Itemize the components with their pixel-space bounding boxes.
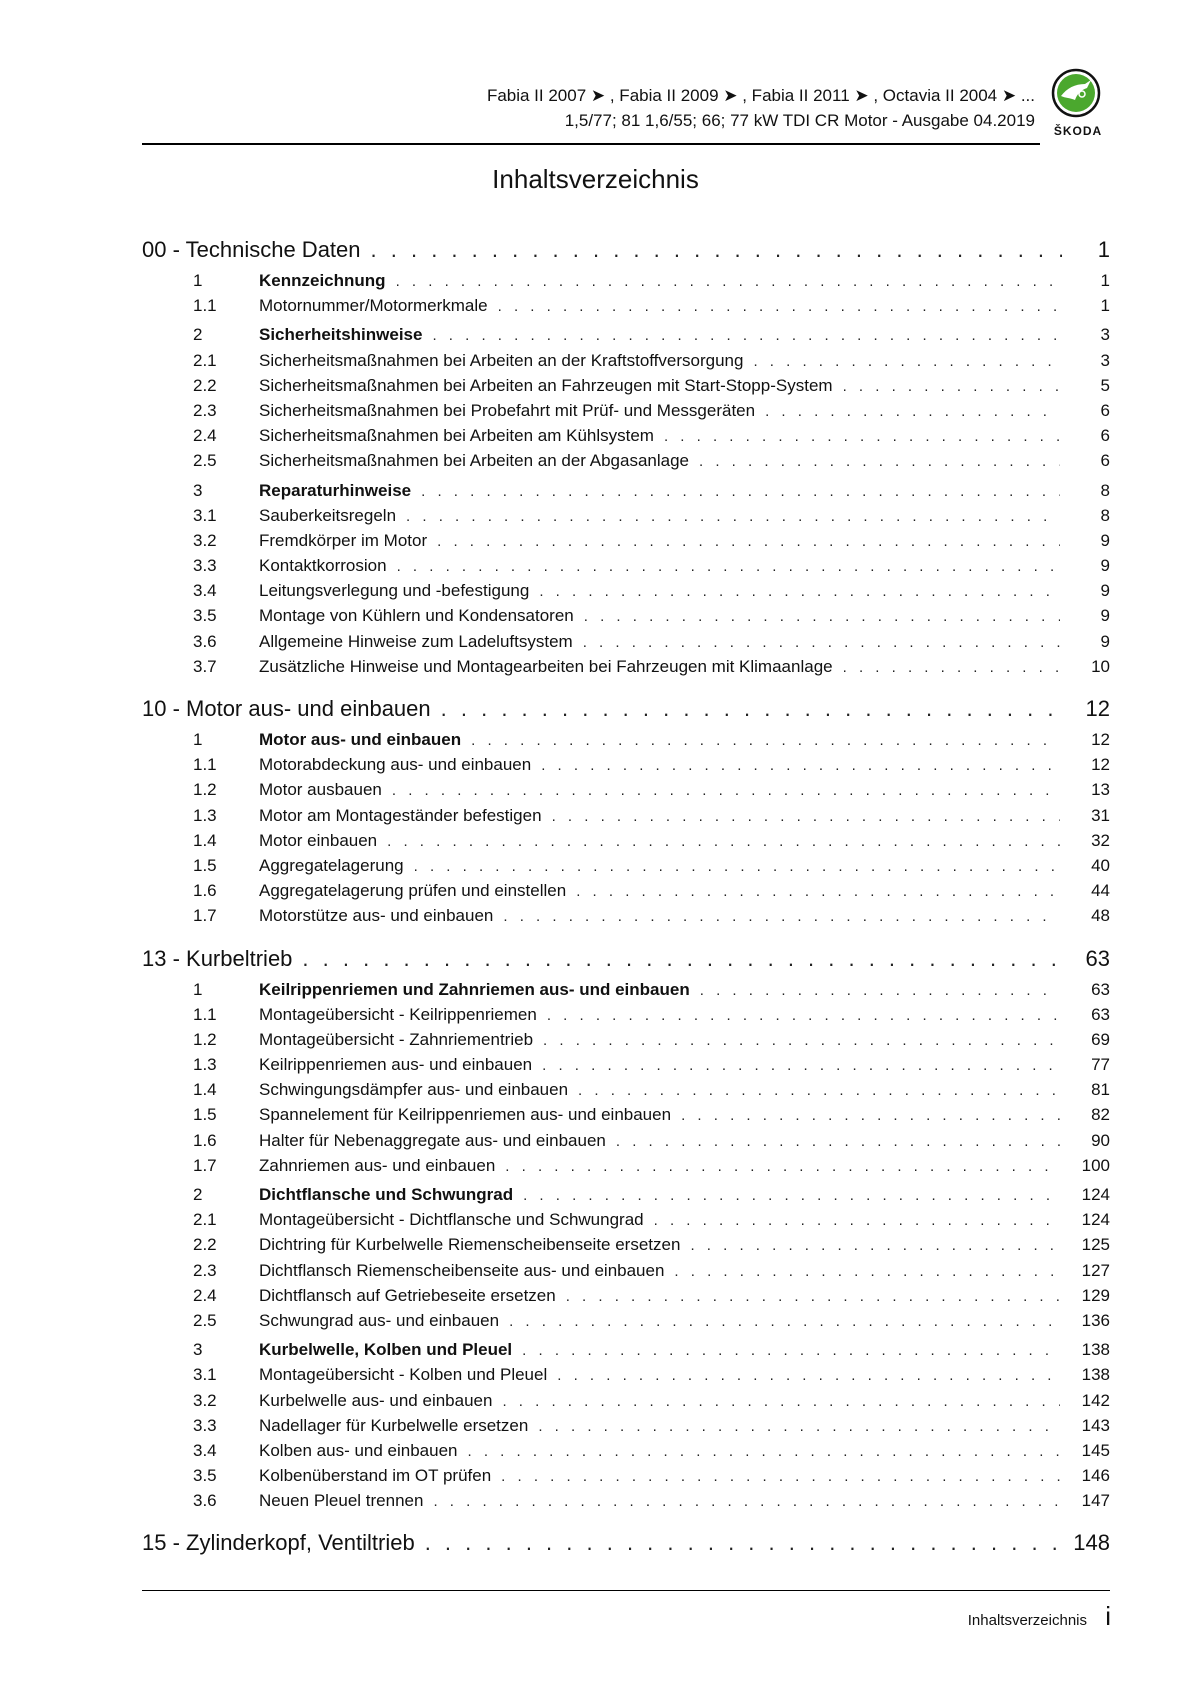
dot-leader bbox=[421, 479, 1060, 503]
toc-entry-title: Aggregatelagerung bbox=[259, 855, 404, 875]
toc-entry-number: 3 bbox=[193, 1340, 203, 1360]
toc-entry-number: 2.5 bbox=[193, 451, 217, 471]
toc-section[interactable] bbox=[142, 1337, 1110, 1362]
toc-entry-number: 3.2 bbox=[193, 530, 217, 550]
toc-entry-page: 136 bbox=[1081, 1310, 1110, 1330]
toc-entry-title: Dichtflansch auf Getriebeseite ersetzen bbox=[259, 1285, 556, 1305]
toc-subsection[interactable] bbox=[142, 423, 1110, 448]
toc-subsection[interactable] bbox=[142, 1413, 1110, 1438]
toc-section[interactable] bbox=[142, 727, 1110, 752]
toc-entry-number: 1.4 bbox=[193, 830, 217, 850]
toc-subsection[interactable] bbox=[142, 654, 1110, 679]
toc-entry-number: 1.6 bbox=[193, 881, 217, 901]
toc-entry-page: 138 bbox=[1081, 1365, 1110, 1385]
dot-leader bbox=[542, 1053, 1060, 1077]
dot-leader bbox=[541, 753, 1060, 777]
toc-entry-page: 90 bbox=[1091, 1130, 1110, 1150]
toc-entry-number: 1 bbox=[193, 979, 203, 999]
toc-entry-page: 1 bbox=[1097, 237, 1110, 262]
toc-entry-title: Halter für Nebenaggregate aus- und einbauen bbox=[259, 1130, 606, 1150]
dot-leader bbox=[522, 1338, 1060, 1362]
spacer bbox=[142, 1513, 1110, 1525]
header-divider bbox=[142, 143, 1040, 145]
toc-subsection[interactable] bbox=[142, 1128, 1110, 1153]
page-title: Inhaltsverzeichnis bbox=[492, 164, 699, 194]
toc-entry-title: Zahnriemen aus- und einbauen bbox=[259, 1155, 496, 1175]
toc-entry-page: 63 bbox=[1091, 979, 1110, 999]
toc-entry-title: 10 - Motor aus- und einbauen bbox=[142, 696, 431, 721]
toc-entry-title: Montageübersicht - Dichtflansche und Schwungrad bbox=[259, 1210, 644, 1230]
toc-entry-title: Sicherheitsmaßnahmen bei Arbeiten am Kühlsystem bbox=[259, 426, 654, 446]
toc-entry-number: 2 bbox=[193, 1185, 203, 1204]
toc-entry-number: 2.3 bbox=[193, 400, 217, 420]
toc-subsection[interactable] bbox=[142, 1052, 1110, 1077]
toc-entry-page: 1 bbox=[1100, 296, 1110, 316]
toc-entry-page: 148 bbox=[1073, 1530, 1110, 1556]
dot-leader bbox=[539, 579, 1060, 603]
toc-subsection[interactable] bbox=[142, 448, 1110, 473]
toc-entry-title: Kolbenüberstand im OT prüfen bbox=[259, 1466, 492, 1486]
toc-entry-title: Motor einbauen bbox=[259, 830, 378, 850]
toc-entry-title: Dichtring für Kurbelwelle Riemenscheibenseite ersetzen bbox=[259, 1235, 681, 1255]
dot-leader bbox=[566, 1284, 1060, 1308]
dot-leader bbox=[302, 941, 1062, 977]
toc-subsection[interactable] bbox=[142, 1027, 1110, 1052]
toc-subsection[interactable] bbox=[142, 603, 1110, 628]
toc-entry-title: Kurbelwelle, Kolben und Pleuel bbox=[259, 1340, 513, 1360]
dot-leader bbox=[552, 804, 1060, 828]
dot-leader bbox=[387, 829, 1060, 853]
toc-entry-page: 13 bbox=[1091, 780, 1110, 800]
toc-entry-title: Dichtflansch Riemenscheibenseite aus- und einbauen bbox=[259, 1260, 665, 1280]
toc-entry-title: Nadellager für Kurbelwelle ersetzen bbox=[259, 1415, 529, 1435]
toc-entry-number: 2 bbox=[193, 325, 203, 345]
page-header bbox=[140, 86, 1035, 146]
toc-subsection[interactable] bbox=[142, 828, 1110, 853]
dot-leader bbox=[503, 904, 1060, 928]
toc-subsection[interactable] bbox=[142, 578, 1110, 603]
dot-leader bbox=[498, 294, 1060, 318]
toc-entry-page: 81 bbox=[1091, 1080, 1110, 1100]
toc-subsection[interactable] bbox=[142, 1438, 1110, 1463]
dot-leader bbox=[397, 554, 1060, 578]
dot-leader bbox=[392, 778, 1060, 802]
toc-entry-page: 127 bbox=[1081, 1260, 1110, 1280]
dot-leader bbox=[583, 630, 1060, 654]
toc-entry-title: Kolben aus- und einbauen bbox=[259, 1440, 458, 1460]
toc-subsection[interactable] bbox=[142, 903, 1110, 928]
toc-subsection[interactable] bbox=[142, 752, 1110, 777]
spacer bbox=[142, 929, 1110, 941]
toc-entry-number: 3.7 bbox=[193, 656, 217, 676]
toc-entry-number: 1 bbox=[193, 271, 203, 290]
toc-entry-title: Neuen Pleuel trennen bbox=[259, 1491, 424, 1511]
toc-subsection[interactable] bbox=[142, 1077, 1110, 1102]
toc-entry-title: Dichtflansche und Schwungrad bbox=[259, 1185, 514, 1204]
dot-leader bbox=[501, 1464, 1060, 1488]
header-engine: 1,5/77; 81 1,6/55; 66; 77 kW TDI CR Motor - Ausgabe 04.2019 bbox=[564, 111, 1035, 130]
toc-entry-title: Sicherheitshinweise bbox=[259, 325, 423, 345]
toc-entry-page: 40 bbox=[1091, 855, 1110, 875]
dot-leader bbox=[557, 1363, 1060, 1387]
toc-entry-page: 145 bbox=[1081, 1440, 1110, 1460]
toc-entry-number: 3.1 bbox=[193, 505, 217, 525]
dot-leader bbox=[654, 1208, 1060, 1232]
toc-entry-page: 142 bbox=[1081, 1390, 1110, 1410]
toc-entry-page: 32 bbox=[1091, 830, 1110, 850]
toc-subsection[interactable] bbox=[142, 1283, 1110, 1308]
toc-entry-number: 1.5 bbox=[193, 1105, 217, 1125]
toc-subsection[interactable] bbox=[142, 629, 1110, 654]
toc-subsection[interactable] bbox=[142, 553, 1110, 578]
toc-entry-number: 3.4 bbox=[193, 1440, 217, 1460]
toc-entry-title: Motorabdeckung aus- und einbauen bbox=[259, 755, 532, 775]
toc-entry-page: 129 bbox=[1081, 1285, 1110, 1305]
toc-entry-page: 9 bbox=[1100, 606, 1110, 626]
toc-entry-number: 1.1 bbox=[193, 296, 217, 316]
spacer bbox=[142, 679, 1110, 691]
dot-leader bbox=[578, 1078, 1060, 1102]
toc-subsection[interactable] bbox=[142, 853, 1110, 878]
toc-entry-page: 77 bbox=[1091, 1055, 1110, 1075]
toc-entry-number: 3.3 bbox=[193, 556, 217, 576]
toc-section[interactable] bbox=[142, 322, 1110, 347]
toc-entry-title: Montageübersicht - Keilrippenriemen bbox=[259, 1004, 537, 1024]
toc-entry-number: 2.4 bbox=[193, 426, 217, 446]
dot-leader bbox=[753, 349, 1060, 373]
toc-entry-title: Spannelement für Keilrippenriemen aus- und einbauen bbox=[259, 1105, 672, 1125]
toc-entry-number: 1.4 bbox=[193, 1080, 217, 1100]
toc-entry-number: 1.3 bbox=[193, 805, 217, 825]
toc-section[interactable] bbox=[142, 478, 1110, 503]
toc-entry-page: 31 bbox=[1091, 805, 1110, 825]
toc-entry-number: 1.1 bbox=[193, 1004, 217, 1024]
toc-subsection[interactable] bbox=[142, 373, 1110, 398]
toc-entry-title: Sicherheitsmaßnahmen bei Arbeiten an der Kraftstoffversorgung bbox=[259, 350, 744, 370]
dot-leader bbox=[396, 269, 1060, 293]
toc-subsection[interactable] bbox=[142, 1388, 1110, 1413]
dot-leader bbox=[437, 529, 1060, 553]
toc-section[interactable] bbox=[142, 1182, 1110, 1207]
toc-subsection[interactable] bbox=[142, 1308, 1110, 1333]
toc-entry-page: 143 bbox=[1081, 1415, 1110, 1435]
toc-entry-number: 3.6 bbox=[193, 1491, 217, 1511]
dot-leader bbox=[543, 1028, 1060, 1052]
dot-leader bbox=[681, 1103, 1060, 1127]
toc-entry-number: 1.7 bbox=[193, 1155, 217, 1175]
toc-chapter[interactable] bbox=[142, 1525, 1110, 1561]
toc-entry-page: 6 bbox=[1100, 400, 1110, 420]
toc-entry-number: 1.6 bbox=[193, 1130, 217, 1150]
toc-entry-title: Sicherheitsmaßnahmen bei Probefahrt mit Prüf- und Messgeräten bbox=[259, 400, 756, 420]
dot-leader bbox=[576, 879, 1060, 903]
skoda-logo-icon bbox=[1051, 68, 1101, 118]
toc-section[interactable] bbox=[142, 977, 1110, 1002]
toc-subsection[interactable] bbox=[142, 1153, 1110, 1178]
footer-label: Inhaltsverzeichnis bbox=[967, 1612, 1087, 1629]
dot-leader bbox=[523, 1183, 1060, 1207]
toc-entry-number: 2.2 bbox=[193, 375, 217, 395]
table-of-contents bbox=[142, 232, 1110, 1561]
toc-subsection[interactable] bbox=[142, 1002, 1110, 1027]
toc-entry-number: 3 bbox=[193, 480, 203, 500]
dot-leader bbox=[505, 1154, 1060, 1178]
toc-entry-page: 9 bbox=[1100, 631, 1110, 651]
toc-entry-number: 2.2 bbox=[193, 1235, 217, 1255]
toc-entry-title: Reparaturhinweise bbox=[259, 480, 412, 500]
toc-entry-page: 3 bbox=[1100, 325, 1110, 345]
dot-leader bbox=[616, 1129, 1060, 1153]
toc-entry-number: 1.5 bbox=[193, 855, 217, 875]
toc-entry-page: 48 bbox=[1091, 906, 1110, 926]
toc-entry-title: Montage von Kühlern und Kondensatoren bbox=[259, 606, 574, 626]
toc-entry-title: Sicherheitsmaßnahmen bei Arbeiten an der Abgasanlage bbox=[259, 451, 690, 471]
toc-subsection[interactable] bbox=[142, 1232, 1110, 1257]
dot-leader bbox=[843, 655, 1060, 679]
toc-entry-page: 6 bbox=[1100, 451, 1110, 471]
toc-chapter[interactable] bbox=[142, 691, 1110, 727]
toc-entry-page: 124 bbox=[1081, 1210, 1110, 1230]
dot-leader bbox=[584, 604, 1060, 628]
toc-entry-number: 1.2 bbox=[193, 1029, 217, 1049]
toc-entry-title: Motorstütze aus- und einbauen bbox=[259, 906, 494, 926]
toc-subsection[interactable] bbox=[142, 503, 1110, 528]
toc-entry-title: Allgemeine Hinweise zum Ladeluftsystem bbox=[259, 631, 573, 651]
toc-subsection[interactable] bbox=[142, 878, 1110, 903]
toc-chapter[interactable] bbox=[142, 941, 1110, 977]
toc-entry-page: 12 bbox=[1091, 755, 1110, 775]
dot-leader bbox=[538, 1414, 1060, 1438]
toc-subsection[interactable] bbox=[142, 528, 1110, 553]
toc-entry-number: 3.2 bbox=[193, 1390, 217, 1410]
toc-subsection[interactable] bbox=[142, 1488, 1110, 1513]
toc-entry-number: 1 bbox=[193, 730, 203, 749]
toc-entry-title: Zusätzliche Hinweise und Montagearbeiten bei Fahrzeugen mit Klimaanlage bbox=[259, 656, 833, 676]
dot-leader bbox=[690, 1233, 1060, 1257]
dot-leader bbox=[765, 399, 1060, 423]
toc-entry-title: Schwingungsdämpfer aus- und einbauen bbox=[259, 1080, 569, 1100]
toc-entry-number: 3.4 bbox=[193, 581, 217, 601]
toc-entry-number: 2.1 bbox=[193, 1210, 217, 1230]
skoda-logo-text: ŠKODA bbox=[1053, 124, 1103, 138]
toc-entry-page: 44 bbox=[1091, 881, 1110, 901]
toc-entry-page: 9 bbox=[1100, 581, 1110, 601]
toc-entry-page: 63 bbox=[1091, 1004, 1110, 1024]
dot-leader bbox=[371, 232, 1062, 268]
toc-entry-page: 138 bbox=[1081, 1340, 1110, 1360]
toc-entry-number: 2.4 bbox=[193, 1285, 217, 1305]
toc-entry-page: 125 bbox=[1081, 1235, 1110, 1255]
dot-leader bbox=[502, 1389, 1060, 1413]
toc-entry-title: Motornummer/Motormerkmale bbox=[259, 296, 488, 316]
dot-leader bbox=[699, 449, 1060, 473]
toc-subsection[interactable] bbox=[142, 398, 1110, 423]
toc-entry-title: Fremdkörper im Motor bbox=[259, 530, 428, 550]
toc-entry-page: 9 bbox=[1100, 556, 1110, 576]
toc-entry-page: 9 bbox=[1100, 530, 1110, 550]
toc-entry-title: Sauberkeitsregeln bbox=[259, 505, 397, 525]
toc-entry-number: 1.1 bbox=[193, 755, 217, 775]
toc-entry-title: Kurbelwelle aus- und einbauen bbox=[259, 1390, 493, 1410]
toc-entry-page: 6 bbox=[1100, 426, 1110, 446]
dot-leader bbox=[406, 504, 1060, 528]
toc-entry-number: 3.5 bbox=[193, 1466, 217, 1486]
dot-leader bbox=[433, 1489, 1060, 1513]
toc-entry-page: 100 bbox=[1081, 1155, 1110, 1175]
toc-subsection[interactable] bbox=[142, 1362, 1110, 1387]
toc-subsection[interactable] bbox=[142, 348, 1110, 373]
toc-entry-title: Keilrippenriemen und Zahnriemen aus- und einbauen bbox=[259, 979, 690, 999]
dot-leader bbox=[441, 691, 1062, 727]
toc-subsection[interactable] bbox=[142, 1463, 1110, 1488]
toc-entry-page: 8 bbox=[1100, 480, 1110, 500]
toc-entry-title: Sicherheitsmaßnahmen bei Arbeiten an Fahrzeugen mit Start-Stopp-System bbox=[259, 375, 833, 395]
dot-leader bbox=[425, 1525, 1062, 1561]
toc-entry-page: 12 bbox=[1085, 696, 1110, 721]
toc-entry-title: Leitungsverlegung und -befestigung bbox=[259, 581, 530, 601]
toc-chapter[interactable] bbox=[142, 232, 1110, 268]
toc-entry-page: 12 bbox=[1091, 730, 1110, 749]
toc-entry-page: 3 bbox=[1100, 350, 1110, 370]
footer-page-number: i bbox=[1105, 1601, 1111, 1631]
toc-subsection[interactable] bbox=[142, 803, 1110, 828]
toc-entry-page: 5 bbox=[1100, 375, 1110, 395]
toc-entry-number: 2.5 bbox=[193, 1310, 217, 1330]
toc-entry-title: 13 - Kurbeltrieb bbox=[142, 945, 293, 971]
toc-section[interactable] bbox=[142, 268, 1110, 293]
toc-entry-title: Kennzeichnung bbox=[259, 271, 386, 290]
dot-leader bbox=[843, 374, 1060, 398]
toc-entry-number: 3.1 bbox=[193, 1365, 217, 1385]
toc-subsection[interactable] bbox=[142, 1207, 1110, 1232]
toc-entry-number: 1.7 bbox=[193, 906, 217, 926]
toc-entry-title: Montageübersicht - Kolben und Pleuel bbox=[259, 1365, 548, 1385]
toc-entry-page: 1 bbox=[1100, 271, 1110, 290]
header-models: Fabia II 2007 ➤ , Fabia II 2009 ➤ , Fabia II 2011 ➤ , Octavia II 2004 ➤ ... bbox=[486, 86, 1035, 105]
dot-leader bbox=[547, 1003, 1060, 1027]
dot-leader bbox=[414, 854, 1060, 878]
toc-entry-page: 82 bbox=[1091, 1105, 1110, 1125]
toc-subsection[interactable] bbox=[142, 293, 1110, 318]
toc-entry-number: 3.3 bbox=[193, 1415, 217, 1435]
toc-subsection[interactable] bbox=[142, 777, 1110, 802]
dot-leader bbox=[674, 1259, 1060, 1283]
toc-entry-number: 2.3 bbox=[193, 1260, 217, 1280]
toc-entry-title: 15 - Zylinderkopf, Ventiltrieb bbox=[142, 1530, 415, 1556]
toc-subsection[interactable] bbox=[142, 1258, 1110, 1283]
toc-entry-number: 1.2 bbox=[193, 780, 217, 800]
toc-entry-title: Motor ausbauen bbox=[259, 780, 382, 800]
toc-entry-title: Keilrippenriemen aus- und einbauen bbox=[259, 1055, 533, 1075]
toc-entry-title: Motor am Montageständer befestigen bbox=[259, 805, 542, 825]
skoda-logo bbox=[1047, 68, 1109, 142]
toc-entry-page: 124 bbox=[1081, 1185, 1110, 1204]
toc-entry-title: Kontaktkorrosion bbox=[259, 556, 387, 576]
dot-leader bbox=[432, 323, 1060, 347]
toc-entry-page: 63 bbox=[1085, 945, 1110, 971]
toc-entry-title: Aggregatelagerung prüfen und einstellen bbox=[259, 881, 567, 901]
toc-entry-title: Montageübersicht - Zahnriementrieb bbox=[259, 1029, 534, 1049]
toc-entry-number: 1.3 bbox=[193, 1055, 217, 1075]
toc-entry-number: 3.5 bbox=[193, 606, 217, 626]
toc-entry-title: 00 - Technische Daten bbox=[142, 237, 361, 262]
dot-leader bbox=[700, 978, 1060, 1002]
toc-entry-number: 3.6 bbox=[193, 631, 217, 651]
toc-entry-title: Schwungrad aus- und einbauen bbox=[259, 1310, 500, 1330]
toc-entry-page: 147 bbox=[1081, 1491, 1110, 1511]
dot-leader bbox=[468, 1439, 1061, 1463]
toc-entry-page: 10 bbox=[1091, 656, 1110, 676]
toc-entry-page: 69 bbox=[1091, 1029, 1110, 1049]
dot-leader bbox=[509, 1309, 1060, 1333]
toc-subsection[interactable] bbox=[142, 1102, 1110, 1127]
toc-entry-number: 2.1 bbox=[193, 350, 217, 370]
toc-entry-page: 146 bbox=[1081, 1466, 1110, 1486]
toc-entry-page: 8 bbox=[1100, 505, 1110, 525]
dot-leader bbox=[471, 728, 1060, 752]
dot-leader bbox=[664, 424, 1060, 448]
footer-divider bbox=[142, 1590, 1110, 1591]
toc-entry-title: Motor aus- und einbauen bbox=[259, 730, 462, 749]
